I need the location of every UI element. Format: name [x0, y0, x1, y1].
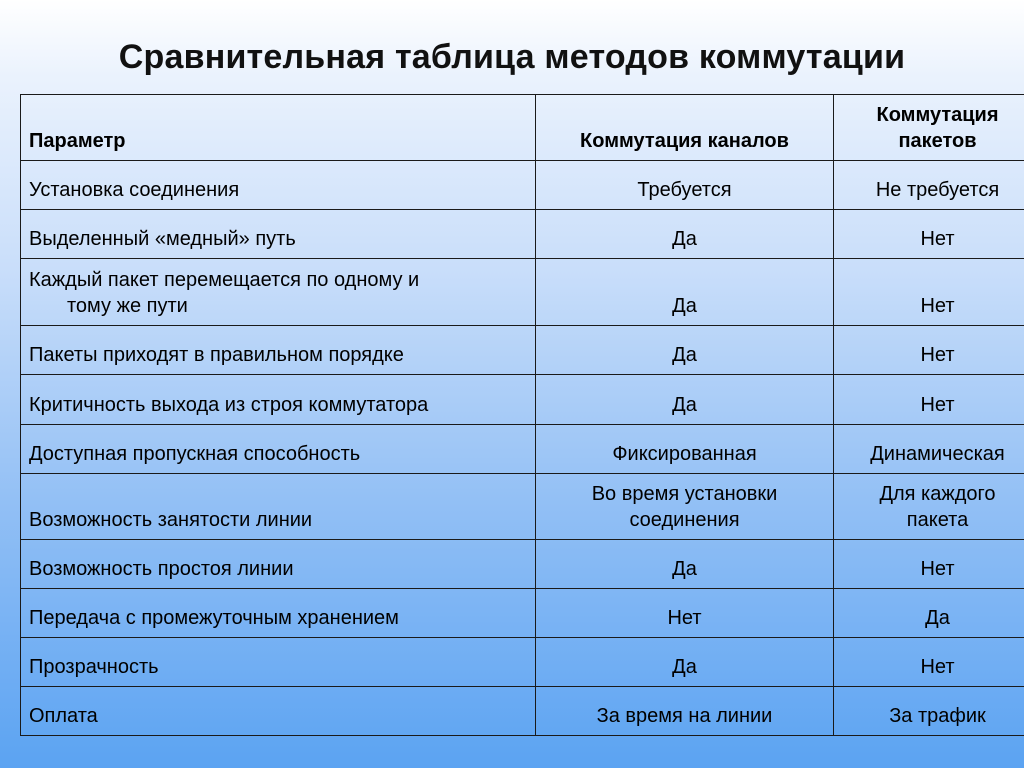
- table-row: [21, 259, 1024, 326]
- cell-circuit: Да: [536, 326, 834, 375]
- header-param: Параметр: [21, 95, 536, 161]
- table-row: [21, 589, 1024, 638]
- cell-circuit: Нет: [536, 589, 834, 638]
- cell-packet: Нет: [834, 210, 1024, 259]
- cell-param: Выделенный «медный» путь: [21, 210, 536, 259]
- cell-packet-line2: пакета: [906, 509, 969, 531]
- header-circuit-switching: Коммутация каналов: [536, 95, 834, 161]
- cell-param-line2: тому же пути: [67, 295, 188, 317]
- header-packet-switching: [834, 95, 1024, 161]
- cell-param: Возможность занятости линии: [21, 474, 536, 540]
- cell-param: Возможность простоя линии: [21, 540, 536, 589]
- cell-packet: Нет: [834, 259, 1024, 326]
- table-row: [21, 425, 1024, 474]
- header-packet-line2: пакетов: [898, 130, 977, 152]
- table-row: [21, 687, 1024, 736]
- comparison-table: [20, 94, 1024, 736]
- cell-packet: Да: [834, 589, 1024, 638]
- cell-packet: Не требуется: [834, 161, 1024, 210]
- cell-circuit: Да: [536, 210, 834, 259]
- cell-packet-line1: Для каждого: [879, 483, 996, 505]
- table-row: [21, 326, 1024, 375]
- cell-packet: Нет: [834, 638, 1024, 687]
- cell-circuit: Да: [536, 540, 834, 589]
- cell-circuit: Требуется: [536, 161, 834, 210]
- cell-param: Прозрачность: [21, 638, 536, 687]
- cell-packet: Нет: [834, 375, 1024, 425]
- cell-param: Оплата: [21, 687, 536, 736]
- cell-param: Установка соединения: [21, 161, 536, 210]
- table-row: [21, 540, 1024, 589]
- cell-param: Критичность выхода из строя коммутатора: [21, 375, 536, 425]
- cell-packet: Нет: [834, 540, 1024, 589]
- cell-packet: [834, 474, 1024, 540]
- cell-param: Пакеты приходят в правильном порядке: [21, 326, 536, 375]
- table-header-row: [21, 95, 1024, 161]
- cell-circuit: Да: [536, 259, 834, 326]
- cell-param: [21, 259, 536, 326]
- cell-packet: Динамическая: [834, 425, 1024, 474]
- cell-circuit: [536, 474, 834, 540]
- table-row: [21, 474, 1024, 540]
- page-title: Сравнительная таблица методов коммутации: [118, 38, 906, 76]
- table-row: [21, 375, 1024, 425]
- table-row: [21, 210, 1024, 259]
- header-packet-line1: Коммутация: [876, 104, 999, 126]
- table-row: [21, 161, 1024, 210]
- table-row: [21, 638, 1024, 687]
- cell-packet: Нет: [834, 326, 1024, 375]
- cell-circuit-line1: Во время установки: [591, 483, 778, 505]
- cell-circuit: Да: [536, 638, 834, 687]
- cell-circuit-line2: соединения: [629, 509, 740, 531]
- cell-circuit: За время на линии: [536, 687, 834, 736]
- cell-packet: За трафик: [834, 687, 1024, 736]
- cell-circuit: Фиксированная: [536, 425, 834, 474]
- cell-param: Передача с промежуточным хранением: [21, 589, 536, 638]
- cell-param: Доступная пропускная способность: [21, 425, 536, 474]
- cell-circuit: Да: [536, 375, 834, 425]
- cell-param-line1: Каждый пакет перемещается по одному и: [29, 269, 420, 291]
